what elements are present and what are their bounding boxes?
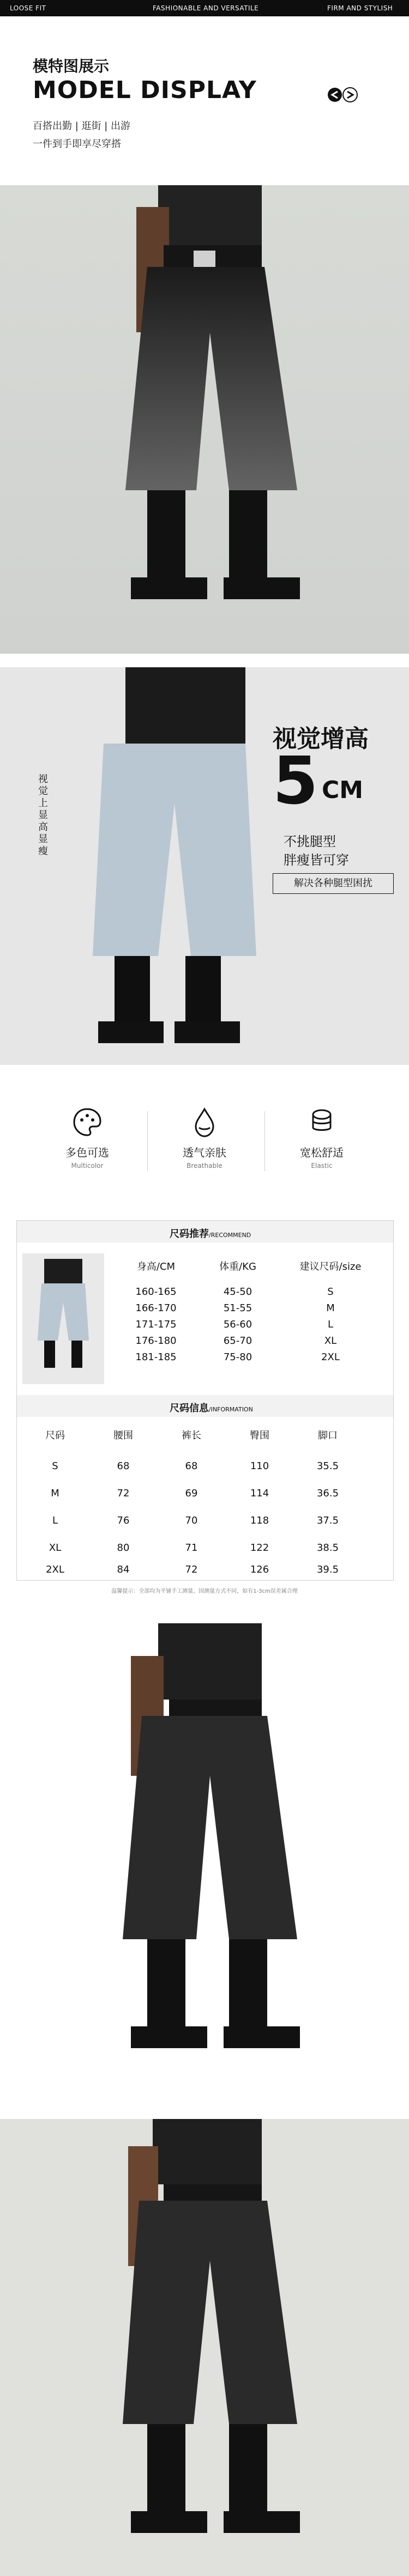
model-photo-2	[0, 667, 409, 1065]
info-header-waist: 腰围	[113, 1430, 133, 1441]
info-row-4-waist: 80	[117, 1542, 130, 1554]
feature-breathable-en: Breathable	[187, 1162, 222, 1170]
model-photo-1	[0, 185, 409, 654]
info-row-5-size: 2XL	[46, 1564, 64, 1575]
water-drop-icon	[188, 1106, 221, 1138]
recommend-row-4-size: XL	[324, 1335, 337, 1347]
size-table	[16, 1220, 394, 1581]
recommend-row-2-height: 166-170	[135, 1302, 177, 1314]
info-row-2-size: M	[51, 1488, 59, 1499]
info-row-1-length: 68	[185, 1460, 198, 1472]
recommend-row-2-weight: 51-55	[223, 1302, 252, 1314]
info-row-1-leg-opening: 35.5	[316, 1460, 339, 1472]
recommend-row-4-weight: 65-70	[223, 1335, 252, 1347]
size-info-title: 尺码信息	[170, 1403, 209, 1414]
info-row-3-size: L	[52, 1515, 58, 1526]
promo-tag: 解决各种腿型困扰	[273, 873, 394, 894]
size-recommend-bar	[17, 1221, 393, 1243]
info-row-5-hip: 126	[250, 1564, 269, 1575]
recommend-header-size: 建议尺码/size	[299, 1261, 362, 1272]
title-en: MODEL DISPLAY	[33, 76, 257, 104]
feature-breathable	[155, 1106, 254, 1170]
info-row-1-waist: 68	[117, 1460, 130, 1472]
feature-divider-1	[147, 1111, 148, 1171]
info-header-hip: 臀围	[250, 1430, 269, 1441]
feature-multicolor-cn: 多色可选	[65, 1146, 109, 1159]
info-row-3-length: 70	[185, 1515, 198, 1526]
info-row-1-hip: 110	[250, 1460, 269, 1472]
title-cn: 模特图展示	[33, 57, 110, 75]
info-row-4-size: XL	[49, 1542, 62, 1554]
info-row-3-leg-opening: 37.5	[316, 1515, 339, 1526]
info-row-4-length: 71	[185, 1542, 198, 1554]
header-line-2: 一件到手即享尽穿搭	[33, 138, 121, 150]
size-info-sub: /INFORMATION	[209, 1406, 253, 1413]
size-recommend-sub: /RECOMMEND	[209, 1232, 251, 1239]
info-row-5-length: 72	[185, 1564, 198, 1575]
info-header-length: 裤长	[182, 1430, 201, 1441]
header-line-1: 百搭出勤 | 逛街 | 出游	[33, 120, 131, 132]
promo-line-1: 不挑腿型	[284, 834, 336, 849]
info-row-5-leg-opening: 39.5	[316, 1564, 339, 1575]
top-bar-center: FASHIONABLE AND VERSATILE	[153, 4, 259, 12]
feature-divider-2	[264, 1111, 265, 1171]
info-row-5-waist: 84	[117, 1564, 130, 1575]
recommend-row-5-size: 2XL	[321, 1351, 340, 1363]
recommend-row-1-size: S	[327, 1286, 334, 1298]
top-bar	[0, 0, 409, 16]
info-row-3-hip: 118	[250, 1515, 269, 1526]
recommend-header-weight: 体重/KG	[219, 1261, 256, 1272]
promo-headline: 视觉增高	[273, 725, 369, 753]
recommend-row-5-height: 181-185	[135, 1351, 177, 1363]
recommend-row-4-height: 176-180	[135, 1335, 177, 1347]
info-row-4-hip: 122	[250, 1542, 269, 1554]
info-row-1-size: S	[52, 1460, 58, 1472]
size-info-bar	[17, 1395, 393, 1417]
top-bar-right: FIRM AND STYLISH	[327, 4, 393, 12]
measurement-note: 温馨提示：全部均为平铺手工测量，因测量方式不同，如有1-3cm误差属合理	[111, 1588, 298, 1594]
recommend-row-3-weight: 56-60	[223, 1319, 252, 1330]
promo-unit: CM	[322, 776, 364, 804]
feature-multicolor-en: Multicolor	[71, 1162, 104, 1170]
info-row-3-waist: 76	[117, 1515, 130, 1526]
model-photo-4	[0, 2119, 409, 2576]
recommend-row-2-size: M	[326, 1302, 335, 1314]
promo-line-2: 胖瘦皆可穿	[284, 852, 349, 868]
palette-icon	[71, 1106, 104, 1138]
info-row-4-leg-opening: 38.5	[316, 1542, 339, 1554]
recommend-row-3-height: 171-175	[135, 1319, 177, 1330]
recommend-row-1-height: 160-165	[135, 1286, 177, 1298]
coin-stack-icon	[305, 1106, 338, 1138]
top-bar-left: LOOSE FIT	[10, 4, 46, 12]
info-row-2-hip: 114	[250, 1488, 269, 1499]
promo-number: 5	[273, 744, 318, 819]
recommend-row-5-weight: 75-80	[223, 1351, 252, 1363]
feature-elastic-en: Elastic	[311, 1162, 333, 1170]
info-header-leg-opening: 脚口	[318, 1430, 338, 1441]
recommend-row-1-weight: 45-50	[223, 1286, 252, 1298]
feature-elastic	[273, 1106, 371, 1170]
feature-breathable-cn: 透气亲肤	[183, 1146, 226, 1159]
info-header-size: 尺码	[45, 1430, 65, 1441]
feature-multicolor	[38, 1106, 136, 1170]
promo-vertical-text: 视觉上显高显瘦	[38, 774, 48, 857]
recommend-header-height: 身高/CM	[136, 1261, 176, 1272]
model-display-header	[0, 16, 409, 185]
info-row-2-length: 69	[185, 1488, 198, 1499]
info-row-2-leg-opening: 36.5	[316, 1488, 339, 1499]
feature-elastic-cn: 宽松舒适	[300, 1146, 344, 1159]
size-thumb	[22, 1253, 104, 1384]
size-recommend-title: 尺码推荐	[170, 1228, 209, 1240]
nav-arrows-icon[interactable]	[327, 86, 365, 103]
recommend-row-3-size: L	[327, 1319, 334, 1330]
model-photo-3	[0, 1623, 409, 2103]
info-row-2-waist: 72	[117, 1488, 130, 1499]
